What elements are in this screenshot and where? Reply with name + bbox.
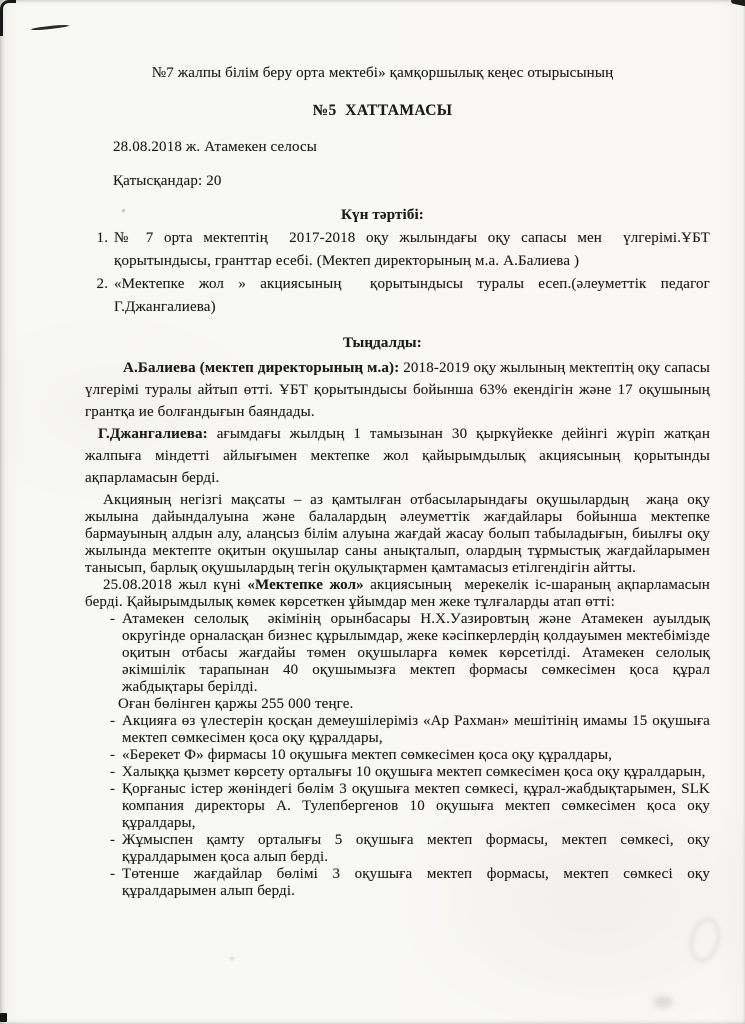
dash-marker: -	[110, 611, 116, 627]
donors-list	[85, 611, 714, 900]
scan-corner-artifact	[0, 0, 16, 36]
dash-marker: -	[110, 832, 116, 848]
speech-paragraph	[85, 423, 714, 489]
protocol-title: №5 ХАТТАМАСЫ	[312, 102, 453, 119]
date-place-line: 28.08.2018 ж. Атамекен селосы	[113, 139, 318, 155]
agenda-item: 1. № 7 орта мектептің 2017-2018 оқу жылындағы оқу сапасы мен үлгерімі.ҰБТ қорытындысы, гранттар есебі. (Мектеп директорының м.а. А.Балиева )	[112, 227, 710, 273]
agenda-heading: Күн тәртібі:	[341, 207, 424, 223]
donor-item-text: Атамекен селолық әкімінің орынбасары Н.Х.Уазировтың және Атамекен ауылдық округінде орналасқан бизнес құрылымдар, жеке кәсіпкерлердің қолдауымен мектебімізде оқитын отбасы жағдайы төмен оқушыларға көмек көрсетілді. Атамекен селолық әкімшілік тарапынан 40 оқушымызға мектеп формасы сөмкесімен қоса құрал жабдықтары берілді.	[122, 611, 714, 695]
agenda-item: 2. «Мектепке жол » акциясының қорытындысы туралы есеп.(әлеуметтік педагог Г.Джангалиева)	[112, 273, 710, 319]
scan-smudge	[686, 915, 724, 964]
scan-edge-mark-bottom-left	[0, 1013, 7, 1022]
document-content	[85, 0, 714, 900]
funds-note: Оған бөлінген қаржы 255 000 теңге.	[118, 696, 354, 712]
meeting-header-line: №7 жалпы білім беру орта мектебі» қамқоршылық кеңес отырысының	[151, 65, 614, 81]
participants-line: Қатысқандар: 20	[113, 173, 222, 189]
event-text: 25.08.2018 жыл күні	[103, 577, 248, 593]
speech-text: ағымдағы жылдың 1 тамызынан 30 қыркүйекке дейінгі жүріп жатқан жалпыға міндетті айлығымен мектепке жол қайырымдылық акциясының қорытынды ақпарламасын берді.	[85, 426, 714, 486]
dash-marker: -	[110, 866, 116, 882]
pen-stroke-mark	[31, 24, 69, 31]
dash-marker: -	[110, 713, 116, 729]
donor-item-text: Жұмыспен қамту орталығы 5 оқушыға мектеп формасы, мектеп сөмкесі, оқу құралдарымен қоса алып берді.	[122, 832, 714, 865]
donor-item	[85, 611, 714, 696]
heard-heading: Тыңдалды:	[343, 335, 422, 351]
scan-edge-mark-top-right	[731, 0, 745, 7]
donor-item-text: Қорғаныс істер жөніндегі бөлім 3 оқушыға мектеп сөмкесі, құрал-жабдықтарымен, SLK компания директоры А. Тулепбергенов 10 оқушыға мектеп сөмкесімен қоса оқу құралдары,	[122, 781, 714, 831]
dash-marker: -	[110, 781, 116, 797]
donor-item	[85, 764, 710, 781]
speaker-name: А.Балиева (мектеп директорының м.а):	[123, 360, 400, 376]
scan-speck	[230, 957, 234, 960]
event-paragraph	[85, 577, 714, 611]
donor-item	[85, 832, 714, 866]
dash-marker: -	[110, 747, 116, 763]
dash-marker: -	[110, 764, 116, 780]
donor-item-text: Халыққа қызмет көрсету орталығы 10 оқушыға мектеп сөмкесімен қоса оқу құралдарын,	[122, 764, 706, 780]
speaker-name: Г.Джангалиева:	[98, 426, 208, 442]
donor-item-text: Төтенше жағдайлар бөлімі 3 оқушыға мектеп формасы, мектеп сөмкесі оқу құралдарымен алып берді.	[122, 866, 714, 899]
donor-item	[85, 781, 714, 832]
speech-paragraph	[85, 357, 714, 423]
speech-text: 2018-2019 оқу жылының мектептің оқу сапасы үлгерімі туралы айтып өтті. ҰБТ қорытындысы бойынша 63% екендігін және 17 оқушының грантқа ие болғандығын баяндады.	[85, 360, 714, 420]
event-text: акциясының мерекелік іс-шараның ақпарламасын берді. Қайырымдылық көмек көрсеткен ұйымдар мен жеке тұлғаларды атап өтті:	[85, 577, 714, 610]
donor-item-text: «Берекет Ф» фирмасы 10 оқушыға мектеп сөмкесімен қоса оқу құралдары,	[122, 747, 613, 763]
donor-item	[85, 747, 710, 764]
scan-smudge	[653, 996, 673, 1008]
campaign-name: «Мектепке жол»	[247, 577, 364, 593]
goal-paragraph: Акцияның негізгі мақсаты – аз қамтылған отбасыларындағы оқушылардың жаңа оқу жылына дайындалуына және балалардың әлеуметтік жағдайлары бойынша мектепке бармауының алдын алу, алаңсыз білім алуына жағдай жасау болып табыладығын, биылғы оқу жылында мектепте оқитын оқушылар саны анықталып, олардың тұрмыстық жағдайларымен танысып, барлық оқушылардың тегін оқулықтармен қамтамасыз етілгендігін айтты.	[85, 492, 714, 576]
donor-item	[85, 713, 714, 747]
donor-item	[85, 866, 714, 900]
donor-item-text: Акцияға өз үлестерін қосқан демеушілеріміз «Ар Рахман» мешітінің имамы 15 оқушыға мектеп сөмкесімен қоса оқу құралдары,	[122, 713, 714, 746]
agenda-list	[85, 227, 714, 319]
